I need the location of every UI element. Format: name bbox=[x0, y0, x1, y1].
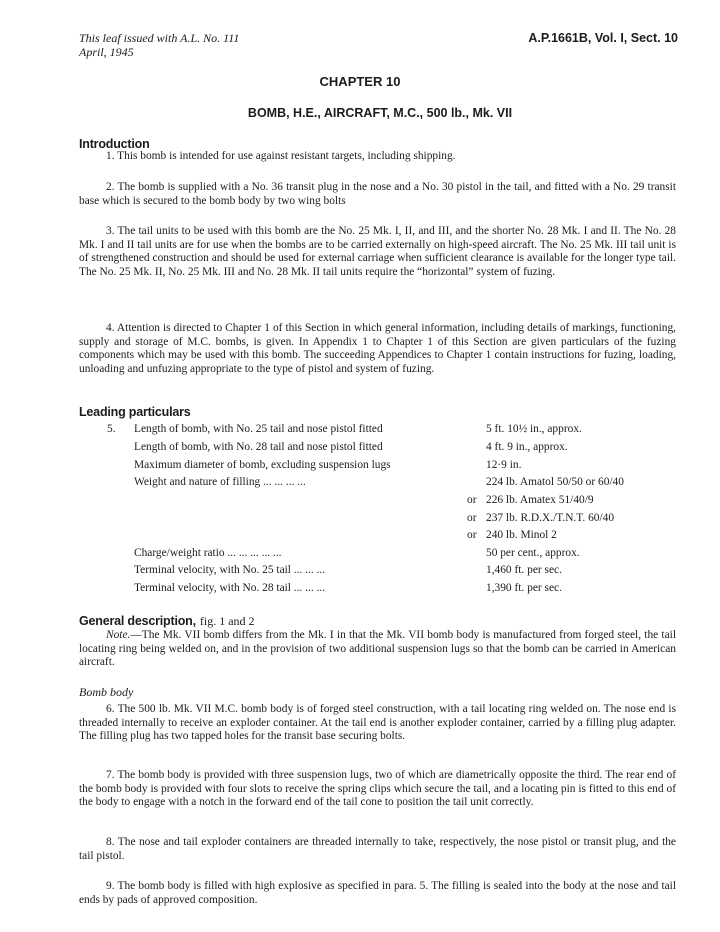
paragraph-9: 9. The bomb body is filled with high explosive as specified in para. 5. The filling is sealed into the body at the nose and tail ends by pads of approved composition. bbox=[79, 880, 676, 906]
note-label: Note. bbox=[106, 629, 131, 641]
particulars-label: Maximum diameter of bomb, excluding suspension lugs bbox=[134, 459, 391, 471]
chapter-heading: CHAPTER 10 bbox=[319, 74, 401, 89]
general-note bbox=[79, 629, 676, 670]
chapter-title: BOMB, H.E., AIRCRAFT, M.C., 500 lb., Mk. VII bbox=[247, 106, 513, 120]
introduction-heading: Introduction bbox=[79, 137, 150, 151]
publication-reference: A.P.1661B, Vol. I, Sect. 10 bbox=[528, 31, 678, 45]
paragraph-3: 3. The tail units to be used with this bomb are the No. 25 Mk. I, II, and III, and the shorter No. 28 Mk. I and II. The No. 28 Mk. I and II tail units are for use when the bombs are to be carried externally on high-speed aircraft. The No. 25 Mk. III tail unit is of strengthened construction and should be used for external carriage when sufficient clearance is available for the longer type tail. The No. 25 Mk. II, No. 25 Mk. III and No. 28 Mk. II tail units require the “horizontal” system of fuzing. bbox=[79, 225, 676, 278]
particulars-value: 4 ft. 9 in., approx. bbox=[486, 441, 568, 453]
paragraph-4: 4. Attention is directed to Chapter 1 of this Section in which general information, including details of markings, functioning, supply and storage of M.C. bombs, is given. In Appendix 1 to Chapter 1 of this Section are given particulars of the fuzing components which may be used with this bomb. The succeeding Appendices to Chapter 1 contain instructions for fuzing, loading, unloading and unfuzing appropriate to the type of pistol and system of fuzing. bbox=[79, 322, 676, 375]
particulars-value: 5 ft. 10½ in., approx. bbox=[486, 423, 582, 435]
particulars-label: Charge/weight ratio ... ... ... ... ... bbox=[134, 547, 282, 559]
particulars-value: 240 lb. Minol 2 bbox=[486, 529, 557, 541]
particulars-value: 50 per cent., approx. bbox=[486, 547, 580, 559]
particulars-value: 237 lb. R.D.X./T.N.T. 60/40 bbox=[486, 512, 615, 524]
note-text: —The Mk. VII bomb differs from the Mk. I in that the Mk. VII bomb body is manufactured from forged steel, the tail locating ring being welded on, and in the provision of two additional suspension lugs so that the bomb can be carried in American aircraft. bbox=[79, 629, 676, 669]
particulars-label: Weight and nature of filling ... ... ... ... bbox=[134, 476, 306, 488]
particulars-value: 226 lb. Amatex 51/40/9 bbox=[486, 494, 594, 506]
particulars-label: Length of bomb, with No. 28 tail and nose pistol fitted bbox=[134, 441, 383, 453]
paragraph-8: 8. The nose and tail exploder containers are threaded internally to take, respectively, the nose pistol or transit plug, and the tail pistol. bbox=[79, 836, 676, 862]
particulars-or: or bbox=[467, 512, 477, 524]
paragraph-2: 2. The bomb is supplied with a No. 36 transit plug in the nose and a No. 30 pistol in the tail, and fitted with a No. 29 transit base which is secured to the bomb body by two wing bolts bbox=[79, 181, 676, 207]
issue-note-line1: This leaf issued with A.L. No. 111 bbox=[79, 31, 240, 45]
particulars-or: or bbox=[467, 529, 477, 541]
paragraph-1: 1. This bomb is intended for use against resistant targets, including shipping. bbox=[106, 150, 456, 162]
particulars-label: Length of bomb, with No. 25 tail and nose pistol fitted bbox=[134, 423, 383, 435]
particulars-label: Terminal velocity, with No. 25 tail ... ... ... bbox=[134, 564, 326, 576]
particulars-value: 224 lb. Amatol 50/50 or 60/40 bbox=[486, 476, 624, 488]
leading-particulars-heading: Leading particulars bbox=[79, 405, 191, 419]
paragraph-5-number: 5. bbox=[107, 423, 116, 435]
paragraph-7: 7. The bomb body is provided with three suspension lugs, two of which are diametrically opposite the third. The rear end of the bomb body is provided with four slots to receive the spring clips which secure the tail, and a locating pin is fitted to this end of the body to engage with a notch in the forward end of the tail cone to position the tail unit correctly. bbox=[79, 769, 676, 809]
particulars-or: or bbox=[467, 494, 477, 506]
general-description-figure-ref: fig. 1 and 2 bbox=[199, 614, 255, 628]
issue-note-line2: April, 1945 bbox=[79, 45, 134, 59]
paragraph-6: 6. The 500 lb. Mk. VII M.C. bomb body is of forged steel construction, with a tail locating ring welded on. The nose end is threaded internally to receive an exploder container. At the tail end is another exploder container, carried by a filling plug adapter. The filling plug has two tapped holes for the transit base securing bolts. bbox=[79, 703, 676, 743]
issue-note bbox=[79, 31, 239, 59]
particulars-value: 1,460 ft. per sec. bbox=[486, 564, 562, 576]
general-description-title: General description, bbox=[79, 614, 196, 628]
particulars-value: 12·9 in. bbox=[486, 459, 522, 471]
particulars-value: 1,390 ft. per sec. bbox=[486, 582, 562, 594]
bomb-body-heading: Bomb body bbox=[79, 685, 134, 699]
particulars-label: Terminal velocity, with No. 28 tail ... ... ... bbox=[134, 582, 326, 594]
general-description-heading bbox=[79, 612, 255, 630]
